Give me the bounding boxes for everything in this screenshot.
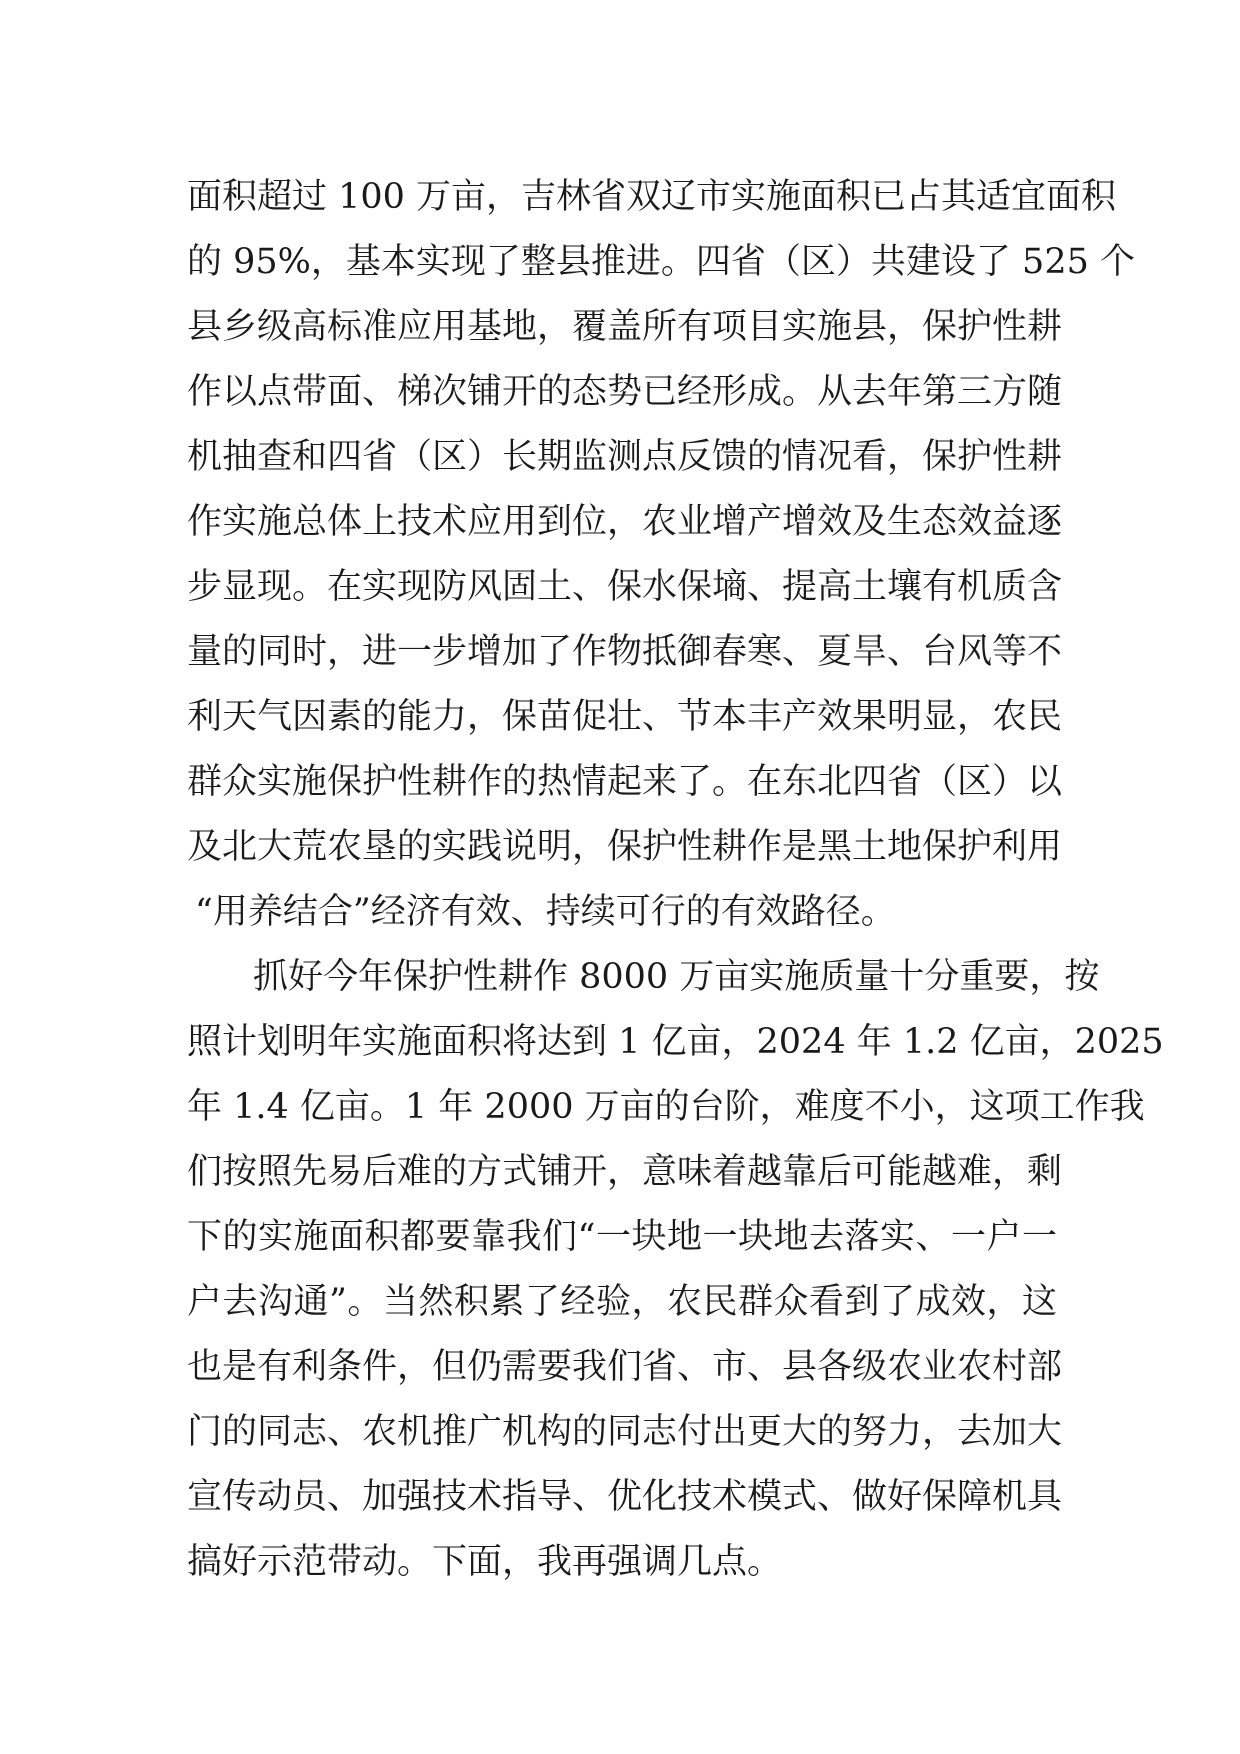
text-line: 门的同志、农机推广机构的同志付出更大的努力，去加大 — [187, 1412, 1063, 1452]
text-line: 量的同时，进一步增加了作物抵御春寒、夏旱、台风等不 — [187, 632, 1063, 672]
text-line: 群众实施保护性耕作的热情起来了。在东北四省（区）以 — [187, 762, 1063, 802]
paragraph-start-line: 抓好今年保护性耕作 8000 万亩实施质量十分重要，按 — [253, 957, 1100, 997]
text-line: 年 1.4 亿亩。1 年 2000 万亩的台阶，难度不小，这项工作我 — [187, 1087, 1145, 1127]
text-line: 宣传动员、加强技术指导、优化技术模式、做好保障机具 — [187, 1477, 1063, 1517]
text-line: 面积超过 100 万亩，吉林省双辽市实施面积已占其适宜面积 — [187, 177, 1117, 217]
text-line: 县乡级高标准应用基地，覆盖所有项目实施县，保护性耕 — [187, 307, 1063, 347]
body-text — [187, 165, 1164, 1595]
text-line: 也是有利条件，但仍需要我们省、市、县各级农业农村部 — [187, 1347, 1063, 1387]
text-line: “用养结合”经济有效、持续可行的有效路径。 — [195, 892, 896, 932]
text-line: 们按照先易后难的方式铺开，意味着越靠后可能越难，剩 — [187, 1152, 1063, 1192]
text-line: 步显现。在实现防风固土、保水保墒、提高土壤有机质含 — [187, 567, 1063, 607]
text-line: 利天气因素的能力，保苗促壮、节本丰产效果明显，农民 — [187, 697, 1063, 737]
text-line: 户去沟通”。当然积累了经验，农民群众看到了成效，这 — [187, 1282, 1057, 1322]
text-line: 及北大荒农垦的实践说明，保护性耕作是黑土地保护利用 — [187, 827, 1063, 867]
text-line: 搞好示范带动。下面，我再强调几点。 — [187, 1542, 783, 1582]
text-line: 机抽查和四省（区）长期监测点反馈的情况看，保护性耕 — [187, 437, 1063, 477]
text-line: 作实施总体上技术应用到位，农业增产增效及生态效益逐 — [187, 502, 1063, 542]
text-line: 的 95%，基本实现了整县推进。四省（区）共建设了 525 个 — [187, 242, 1135, 282]
text-line: 下的实施面积都要靠我们“一块地一块地去落实、一户一 — [187, 1217, 1057, 1257]
text-line: 作以点带面、梯次铺开的态势已经形成。从去年第三方随 — [187, 372, 1063, 412]
text-line: 照计划明年实施面积将达到 1 亿亩，2024 年 1.2 亿亩，2025 — [187, 1022, 1164, 1062]
